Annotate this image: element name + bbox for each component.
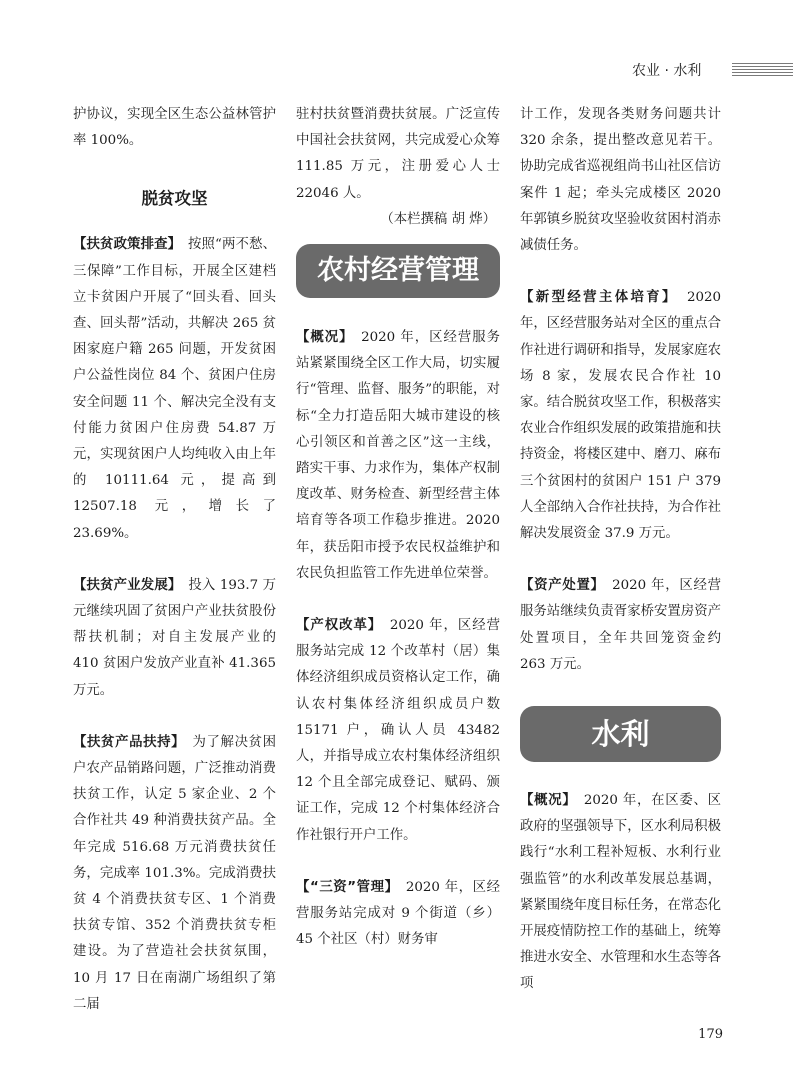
paragraph-body: 投入 193.7 万元继续巩固了贫困户产业扶贫股份帮扶机制；对自主发展产业的 410 贫困户发放产业直补 41.365 万元。 bbox=[73, 577, 276, 698]
text-column-2 bbox=[296, 102, 500, 953]
paragraph: 护协议，实现全区生态公益林管护率 100%。 bbox=[73, 107, 276, 149]
author-credit: （本栏撰稿 胡 烨） bbox=[380, 211, 496, 227]
paragraph: 驻村扶贫暨消费扶贫展。广泛宣传中国社会扶贫网，共完成爱心众筹 111.85 万元，注册爱心人士 22046 人。 bbox=[296, 107, 500, 201]
paragraph bbox=[520, 788, 721, 998]
paragraph-heading: 【扶贫政策排查】 bbox=[73, 237, 175, 253]
paragraph-heading: 【“三资”管理】 bbox=[296, 879, 392, 895]
text-column-1 bbox=[73, 102, 276, 1018]
paragraph bbox=[520, 573, 721, 678]
paragraph-heading: 【概况】 bbox=[520, 793, 570, 809]
paragraph-heading: 【概况】 bbox=[296, 330, 347, 346]
section-heading-poverty-alleviation: 脱贫攻坚 bbox=[141, 189, 208, 209]
paragraph-body: 2020 年，区经营服务站完成对 9 个街道（乡）45 个社区（村）财务审 bbox=[296, 879, 501, 948]
header-rule-decoration bbox=[732, 63, 793, 77]
paragraph-body: 2020 年，区经营服务站对全区的重点合作社进行调研和指导，发展家庭农场 8 家，发展农民合作社 10 家。结合脱贫攻坚工作，积极落实农业合作组织发展的政策措施和扶持资金，将楼区建中、磨刀、麻布三个贫困村的贫困户 151 户 379 人全部纳入合作社扶持，为合作社解决发展资金 37.9 万元。 bbox=[520, 290, 722, 542]
running-header-title: 农业 · 水利 bbox=[632, 63, 702, 79]
paragraph: 计工作，发现各类财务问题共计 320 余条，提出整改意见若干。协助完成省巡视组尚书山社区信访案件 1 起；牵头完成楼区 2020 年郭镇乡脱贫攻坚验收贫困村消赤减债任务。 bbox=[520, 107, 721, 254]
paragraph-body: 2020 年，在区委、区政府的坚强领导下，区水利局积极践行“水利工程补短板、水利行业强监管”的水利改革发展总基调，紧紧围绕年度目标任务，在常态化开展疫情防控工作的基础上，统筹推进水安全、水管理和水生态等各项 bbox=[520, 793, 721, 992]
section-banner-rural-management: 农村经营管理 bbox=[296, 244, 500, 298]
paragraph-heading: 【产权改革】 bbox=[296, 618, 376, 634]
paragraph-body: 2020 年，区经营服务站紧紧围绕全区工作大局，切实履行“管理、监督、服务”的职能，对标“全力打造岳阳大城市建设的核心引领区和首善之区”这一主线，踏实干事、力求作为，集体产权制度改革、财务检查、新型经营主体培育等各项工作稳步推进。2020 年，获岳阳市授予农民权益维护和农民负担监管工作先进单位荣誉。 bbox=[296, 330, 500, 581]
paragraph bbox=[73, 573, 276, 704]
section-banner-water-conservancy: 水利 bbox=[520, 706, 721, 762]
paragraph-heading: 【资产处置】 bbox=[520, 578, 598, 594]
paragraph-body: 为了解决贫困户农产品销路问题，广泛推动消费扶贫工作，认定 5 家企业、2 个合作社共 49 种消费扶贫产品。全年完成 516.68 万元消费扶贫任务，完成率 101.3%。完成消费扶贫 4 个消费扶贫专区、1 个消费扶贫专馆、352 个消费扶贫专柜建设。为了营造社会扶贫氛围，10 月 17 日在南湖广场组织了第二届 bbox=[73, 734, 277, 1012]
text-column-3 bbox=[520, 102, 721, 998]
paragraph bbox=[296, 325, 500, 587]
paragraph bbox=[520, 285, 721, 547]
paragraph-heading: 【扶贫产品扶持】 bbox=[73, 734, 179, 750]
page-number: 179 bbox=[698, 1027, 723, 1042]
paragraph bbox=[296, 875, 500, 954]
paragraph-body: 2020 年，区经营服务站完成 12 个改革村（居）集体经济组织成员资格认定工作，确认农村集体经济组织成员户数 15171 户，确认人员 43482 人，并指导成立农村集体经济组织 12 个且全部完成登记、赋码、颁证工作，完成 12 个村集体经济合作社银行开户工作。 bbox=[296, 618, 501, 843]
paragraph bbox=[73, 730, 276, 1018]
paragraph bbox=[296, 613, 500, 849]
paragraph-body: 按照“两不愁、三保障”工作目标，开展全区建档立卡贫困户开展了“回头看、回头查、回头帮”活动，共解决 265 贫困家庭户籍 265 问题，开发贫困户公益性岗位 84 个、贫困户住房安全问题 11 个、解决完全没有支付能力贫困户住房费 54.87 万元，实现贫困户人均纯收入由上年的 10111.64 元，提高到 12507.18 元，增长了 23.69%。 bbox=[73, 237, 276, 541]
paragraph-body: 2020 年，区经营服务站继续负责胥家桥安置房资产处置项目，全年共回笼资金约 263 万元。 bbox=[520, 578, 722, 672]
paragraph-heading: 【新型经营主体培育】 bbox=[520, 290, 672, 306]
paragraph-heading: 【扶贫产业发展】 bbox=[73, 577, 175, 593]
paragraph bbox=[73, 232, 276, 546]
